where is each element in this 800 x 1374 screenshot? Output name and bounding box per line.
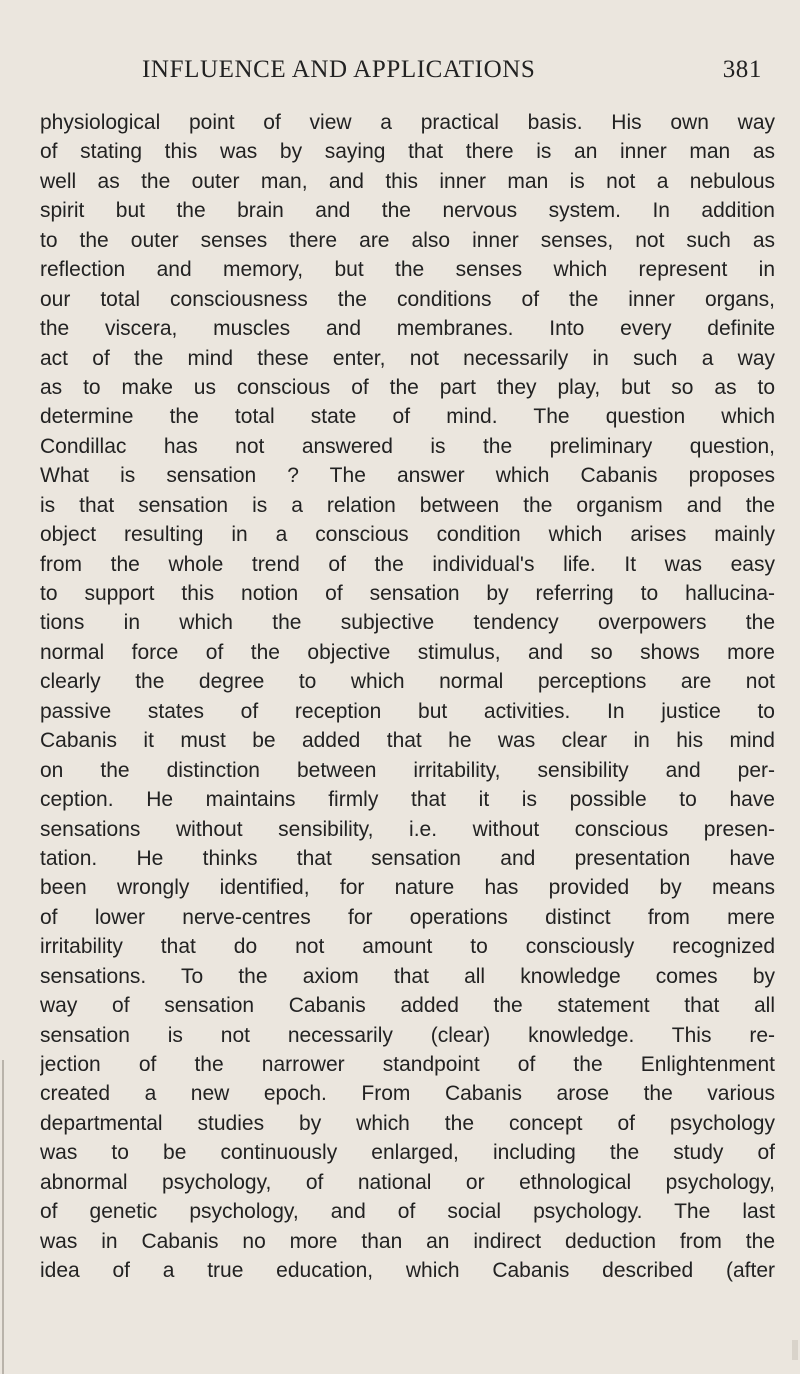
- text-line: abnormal psychology, of national or ethnological psychology,: [40, 1170, 775, 1194]
- text-line: is that sensation is a relation between the organism and the: [40, 493, 775, 517]
- text-line: to the outer senses there are also inner senses, not such as: [40, 228, 775, 252]
- text-line: well as the outer man, and this inner man is not a nebulous: [40, 169, 775, 193]
- binding-edge-shadow: [2, 1060, 4, 1374]
- text-line: spirit but the brain and the nervous system. In addition: [40, 199, 775, 223]
- text-line: passive states of reception but activities. In justice to: [40, 699, 775, 723]
- scan-artifact: [792, 1340, 798, 1360]
- text-line: sensation is not necessarily (clear) knowledge. This re-: [40, 1023, 775, 1047]
- running-title: INFLUENCE AND APPLICATIONS: [142, 56, 536, 83]
- text-line: of lower nerve-centres for operations distinct from mere: [40, 905, 775, 929]
- text-line: ception. He maintains firmly that it is possible to have: [40, 788, 775, 812]
- text-line: tation. He thinks that sensation and presentation have: [40, 846, 775, 870]
- page-number: 381: [722, 56, 762, 83]
- body-text: [40, 108, 775, 1286]
- text-line: on the distinction between irritability, sensibility and per-: [40, 758, 775, 782]
- text-line: to support this notion of sensation by referring to hallucina-: [40, 582, 775, 605]
- text-line: irritability that do not amount to consciously recognized: [40, 935, 775, 959]
- text-line: our total consciousness the conditions of the inner organs,: [40, 287, 775, 311]
- text-line: What is sensation ? The answer which Cabanis proposes: [40, 464, 775, 488]
- running-head: [142, 56, 762, 96]
- text-line: sensations. To the axiom that all knowledge comes by: [40, 964, 775, 988]
- text-line: departmental studies by which the concept of psychology: [40, 1111, 775, 1135]
- text-line: of stating this was by saying that there is an inner man as: [40, 140, 775, 164]
- text-line: jection of the narrower standpoint of the Enlightenment: [40, 1053, 775, 1076]
- text-line: determine the total state of mind. The question which: [40, 405, 775, 429]
- text-line: been wrongly identified, for nature has provided by means: [40, 876, 775, 900]
- text-line: Condillac has not answered is the preliminary question,: [40, 434, 775, 458]
- text-line: idea of a true education, which Cabanis described (after: [40, 1259, 775, 1283]
- text-line: physiological point of view a practical basis. His own way: [40, 111, 775, 134]
- text-line: way of sensation Cabanis added the statement that all: [40, 994, 775, 1018]
- text-line: tions in which the subjective tendency overpowers the: [40, 611, 775, 635]
- text-line: was in Cabanis no more than an indirect deduction from the: [40, 1229, 775, 1253]
- text-line: as to make us conscious of the part they play, but so as to: [40, 375, 775, 399]
- text-line: was to be continuously enlarged, including the study of: [40, 1141, 775, 1165]
- text-line: sensations without sensibility, i.e. without conscious presen-: [40, 817, 775, 841]
- text-line: reflection and memory, but the senses which represent in: [40, 258, 775, 282]
- text-line: object resulting in a conscious condition which arises mainly: [40, 523, 775, 547]
- text-line: normal force of the objective stimulus, and so shows more: [40, 640, 775, 664]
- text-line: created a new epoch. From Cabanis arose the various: [40, 1082, 775, 1106]
- text-line: of genetic psychology, and of social psychology. The last: [40, 1200, 775, 1224]
- text-line: the viscera, muscles and membranes. Into every definite: [40, 317, 775, 341]
- text-line: from the whole trend of the individual's life. It was easy: [40, 552, 775, 576]
- text-line: act of the mind these enter, not necessarily in such a way: [40, 346, 775, 370]
- text-line: Cabanis it must be added that he was clear in his mind: [40, 729, 775, 753]
- text-line: clearly the degree to which normal perceptions are not: [40, 670, 775, 694]
